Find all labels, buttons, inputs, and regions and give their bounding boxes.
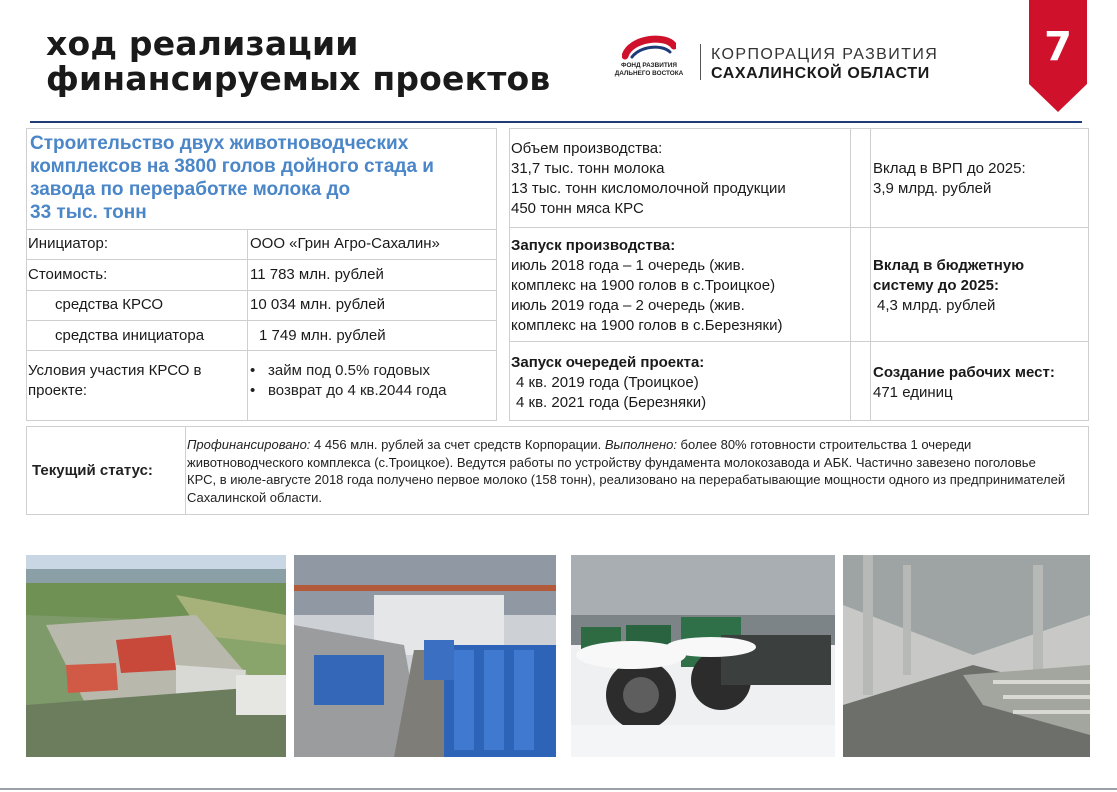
initiator-label: Инициатор: xyxy=(28,235,108,252)
snow-tractors-photo xyxy=(571,555,835,757)
volume-line: 450 тонн мяса КРС xyxy=(511,200,644,217)
budget-value: 4,3 млрд. рублей xyxy=(877,297,996,314)
status-text xyxy=(187,436,1067,506)
divider xyxy=(26,259,497,260)
cowshed-stalls-photo xyxy=(843,555,1090,757)
project-title-line: завода по переработке молока до xyxy=(30,179,351,200)
jobs-title: Создание рабочих мест: xyxy=(873,364,1055,381)
initiator-value: ООО «Грин Агро-Сахалин» xyxy=(250,235,440,252)
page-title-line: ход реализации xyxy=(46,24,359,63)
divider xyxy=(26,290,497,291)
divider xyxy=(509,227,1089,228)
queues-line: 4 кв. 2019 года (Троицкое) xyxy=(516,374,699,391)
aerial-farm-photo xyxy=(26,555,286,757)
jobs-value: 471 единиц xyxy=(873,384,953,401)
divider xyxy=(850,128,851,421)
krso-funds-label: средства КРСО xyxy=(55,296,164,313)
page-number: 7 xyxy=(1044,24,1072,70)
divider xyxy=(247,229,248,421)
volume-line: Объем производства: xyxy=(511,140,663,157)
fund-logo-text: ДАЛЬНЕГО ВОСТОКА xyxy=(614,70,684,77)
conditions-label-line: проекте: xyxy=(28,382,88,399)
launch-title: Запуск производства: xyxy=(511,237,676,254)
status-funded-label: Профинансировано: xyxy=(187,437,311,452)
barn-interior-photo xyxy=(294,555,556,757)
status-label: Текущий статус: xyxy=(32,462,153,479)
grp-block xyxy=(873,159,1026,199)
budget-title-line: Вклад в бюджетную xyxy=(873,257,1025,274)
budget-title-line: систему до 2025: xyxy=(873,277,1000,294)
krso-funds-value: 10 034 млн. рублей xyxy=(250,296,385,313)
volume-line: 31,7 тыс. тонн молока xyxy=(511,160,665,177)
status-done-label: Выполнено: xyxy=(604,437,677,452)
project-title-line: комплексов на 3800 голов дойного стада и xyxy=(30,156,434,177)
jobs-block xyxy=(873,363,1055,403)
fund-arc-icon xyxy=(622,32,676,60)
status-done-text: более 80% готовности строительства 1 очереди животноводческого комплекса (с.Троицкое). Ведутся работы по устройству фундамента молокозавода и АБК. Частично завезено поголовье КРС, в июле-августе 2018 года получено первое молоко (158 тонн), реализовано на перерабатывающие мощности одного из предпринимателей Сахалинской области. xyxy=(187,437,1066,505)
divider xyxy=(26,320,497,321)
corporation-name-line1: КОРПОРАЦИЯ РАЗВИТИЯ xyxy=(711,46,939,63)
header-rule xyxy=(30,121,1082,123)
grp-line: 3,9 млрд. рублей xyxy=(873,180,992,197)
project-title-line: Строительство двух животноводческих xyxy=(30,133,409,154)
queues-block xyxy=(511,353,706,413)
page-title-line: финансируемых проектов xyxy=(46,59,551,98)
divider xyxy=(509,341,1089,342)
conditions-label-line: Условия участия КРСО в xyxy=(28,362,202,379)
divider xyxy=(26,229,497,230)
divider xyxy=(26,350,497,351)
divider xyxy=(870,128,871,421)
conditions-label xyxy=(28,361,202,401)
launch-line: июль 2019 года – 2 очередь (жив. xyxy=(511,297,745,314)
project-title-line: 33 тыс. тонн xyxy=(30,202,147,223)
launch-block xyxy=(511,236,782,336)
fund-logo xyxy=(608,32,690,84)
launch-line: комплекс на 1900 голов в с.Березняки) xyxy=(511,317,783,334)
corporation-name xyxy=(711,45,938,83)
queues-line: 4 кв. 2021 года (Березняки) xyxy=(516,394,707,411)
budget-block xyxy=(873,256,1024,316)
launch-line: июль 2018 года – 1 очередь (жив. xyxy=(511,257,745,274)
launch-line: комплекс на 1900 голов в с.Троицкое) xyxy=(511,277,776,294)
cost-label: Стоимость: xyxy=(28,266,108,283)
status-funded-text: 4 456 млн. рублей за счет средств Корпорации. xyxy=(310,437,605,452)
project-title xyxy=(30,132,500,224)
queues-title: Запуск очередей проекта: xyxy=(511,354,705,371)
footer-rule xyxy=(0,788,1117,790)
fund-logo-text: ФОНД РАЗВИТИЯ xyxy=(621,62,677,69)
condition-item: • возврат до 4 кв.2044 года xyxy=(250,381,446,401)
condition-item: • займ под 0.5% годовых xyxy=(250,361,446,381)
initiator-funds-label: средства инициатора xyxy=(55,327,205,344)
grp-line: Вклад в ВРП до 2025: xyxy=(873,160,1026,177)
page-title xyxy=(46,26,550,96)
cost-value: 11 783 млн. рублей xyxy=(250,266,384,283)
logo-divider xyxy=(700,44,701,80)
volume-line: 13 тыс. тонн кисломолочной продукции xyxy=(511,180,786,197)
conditions-list xyxy=(250,361,446,401)
corporation-name-line2: САХАЛИНСКОЙ ОБЛАСТИ xyxy=(711,65,930,82)
volume-block xyxy=(511,139,786,219)
initiator-funds-value: 1 749 млн. рублей xyxy=(259,327,386,344)
divider xyxy=(185,426,186,515)
